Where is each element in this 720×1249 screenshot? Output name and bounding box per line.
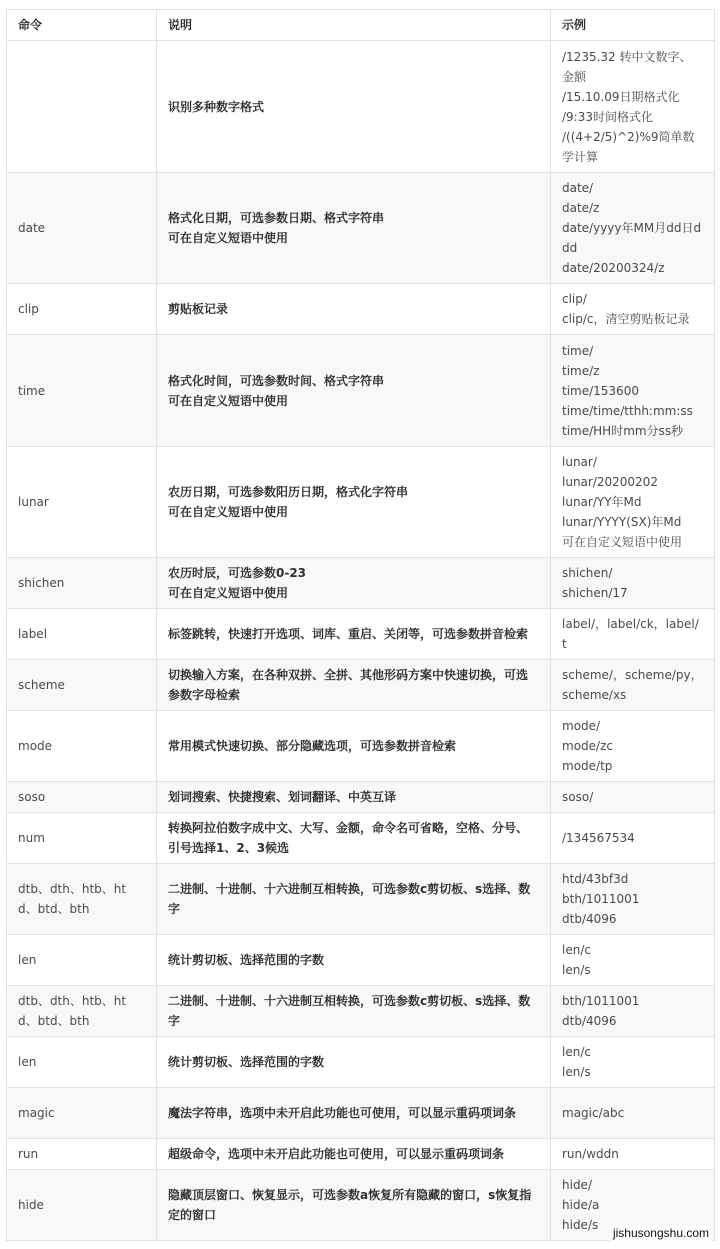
table-row (7, 1088, 715, 1139)
example-line: lunar/YYYY(SX)年Md (562, 515, 682, 529)
example-line: magic/abc (562, 1106, 625, 1120)
header-row (7, 10, 715, 41)
example-line: mode/tp (562, 759, 613, 773)
description-cell (157, 1170, 551, 1241)
example-line: bth/1011001 (562, 892, 640, 906)
description-line: 农历日期，可选参数阳历日期，格式化字符串 (168, 485, 409, 499)
command-line: date (18, 221, 46, 235)
example-cell (551, 864, 715, 935)
example-cell (551, 986, 715, 1037)
example-cell (551, 660, 715, 711)
example-line: /1235.32 转中文数字、金额 (562, 49, 692, 84)
example-line: label/，label/ck，label/t (562, 617, 699, 651)
description-cell (157, 782, 551, 813)
description-cell (157, 41, 551, 173)
description-line: 农历时辰，可选参数0-23 (168, 566, 307, 580)
command-cell (7, 782, 157, 813)
command-line: soso (18, 790, 46, 804)
table-row (7, 935, 715, 986)
example-line: time/z (562, 363, 600, 378)
table-row (7, 609, 715, 660)
description-cell (157, 335, 551, 447)
command-line: dtb、dth、htb、htd、btd、bth (18, 994, 127, 1028)
command-line: hide (18, 1198, 44, 1212)
example-line: lunar/YY年Md (562, 495, 642, 509)
page (6, 9, 714, 1241)
description-line: 二进制、十进制、十六进制互相转换，可选参数c剪切板、s选择、数字 (168, 882, 531, 916)
command-cell (7, 864, 157, 935)
description-line: 超级命令，选项中未开启此功能也可使用，可以显示重码项词条 (168, 1147, 505, 1161)
command-line: len (18, 1055, 37, 1069)
command-line: run (18, 1147, 39, 1161)
description-line: 隐藏顶层窗口、恢复显示，可选参数a恢复所有隐藏的窗口，s恢复指定的窗口 (168, 1188, 532, 1222)
description-line: 剪贴板记录 (168, 302, 229, 316)
example-line: len/s (562, 1065, 591, 1079)
example-line: date/ (562, 181, 594, 195)
example-cell (551, 609, 715, 660)
description-cell (157, 173, 551, 284)
description-cell (157, 1088, 551, 1139)
description-line: 识别多种数字格式 (168, 99, 265, 114)
header-example: 示例 (551, 10, 715, 41)
example-line: /9:33时间格式化 (562, 109, 653, 124)
description-cell (157, 609, 551, 660)
example-cell (551, 782, 715, 813)
command-cell (7, 660, 157, 711)
command-cell (7, 335, 157, 447)
command-line: scheme (18, 678, 65, 692)
command-cell (7, 1088, 157, 1139)
command-cell (7, 986, 157, 1037)
command-cell (7, 173, 157, 284)
header-command: 命令 (7, 10, 157, 41)
example-line: len/c (562, 1045, 591, 1059)
watermark: jishusongshu.com (610, 1225, 712, 1241)
table-body (7, 41, 715, 1241)
command-line: dtb、dth、htb、htd、btd、bth (18, 882, 127, 916)
command-line: lunar (18, 495, 49, 509)
table-row (7, 41, 715, 173)
table-row (7, 447, 715, 558)
description-cell (157, 813, 551, 864)
example-line: date/yyyy年MM月dd日ddd (562, 221, 702, 255)
description-line: 可在自定义短语中使用 (168, 231, 289, 245)
example-cell (551, 284, 715, 335)
table-row (7, 1170, 715, 1241)
example-line: /((4+2/5)^2)%9简单数学计算 (562, 129, 695, 164)
example-line: clip/ (562, 292, 587, 306)
description-line: 转换阿拉伯数字成中文、大写、金额，命令名可省略，空格、分号、引号选择1、2、3候选 (168, 821, 529, 855)
command-cell (7, 609, 157, 660)
example-cell (551, 935, 715, 986)
description-cell (157, 447, 551, 558)
table-row (7, 864, 715, 935)
example-cell (551, 1088, 715, 1139)
description-cell (157, 1139, 551, 1170)
description-line: 格式化时间，可选参数时间、格式字符串 (168, 373, 385, 388)
example-line: scheme/，scheme/py，scheme/xs (562, 668, 703, 702)
command-cell (7, 813, 157, 864)
description-line: 魔法字符串，选项中未开启此功能也可使用，可以显示重码项词条 (168, 1106, 517, 1120)
example-cell (551, 1037, 715, 1088)
example-line: time/time/tthh:mm:ss (562, 403, 693, 418)
example-cell (551, 447, 715, 558)
command-line: len (18, 953, 37, 967)
table-row (7, 335, 715, 447)
example-line: clip/c，清空剪贴板记录 (562, 312, 690, 326)
example-line: time/ (562, 343, 594, 358)
description-cell (157, 660, 551, 711)
example-line: hide/ (562, 1178, 592, 1192)
header-description: 说明 (157, 10, 551, 41)
table-row (7, 284, 715, 335)
table-row (7, 813, 715, 864)
description-cell (157, 986, 551, 1037)
description-cell (157, 711, 551, 782)
command-cell (7, 447, 157, 558)
example-line: len/s (562, 963, 591, 977)
description-line: 可在自定义短语中使用 (168, 586, 289, 600)
example-line: 可在自定义短语中使用 (562, 535, 683, 549)
example-line: lunar/20200202 (562, 475, 658, 489)
command-cell (7, 284, 157, 335)
example-line: lunar/ (562, 455, 597, 469)
example-line: dtb/4096 (562, 912, 617, 926)
description-line: 二进制、十进制、十六进制互相转换，可选参数c剪切板、s选择、数字 (168, 994, 531, 1028)
description-line: 统计剪切板、选择范围的字数 (168, 1055, 325, 1069)
example-line: bth/1011001 (562, 994, 640, 1008)
example-line: mode/zc (562, 739, 613, 753)
example-line: date/z (562, 201, 600, 215)
description-line: 格式化日期，可选参数日期、格式字符串 (168, 211, 385, 225)
description-cell (157, 864, 551, 935)
table-row (7, 782, 715, 813)
table-row (7, 173, 715, 284)
description-cell (157, 935, 551, 986)
example-cell (551, 711, 715, 782)
command-cell (7, 41, 157, 173)
example-line: shichen/17 (562, 586, 628, 600)
command-line: shichen (18, 576, 65, 590)
table-row (7, 1139, 715, 1170)
description-line: 标签跳转，快速打开选项、词库、重启、关闭等，可选参数拼音检索 (168, 627, 529, 641)
description-cell (157, 558, 551, 609)
description-line: 统计剪切板、选择范围的字数 (168, 953, 325, 967)
example-line: shichen/ (562, 566, 613, 580)
command-table (6, 9, 715, 1241)
command-cell (7, 935, 157, 986)
command-line: time (18, 383, 46, 398)
description-line: 常用模式快速切换、部分隐藏选项，可选参数拼音检索 (168, 739, 457, 753)
example-line: run/wddn (562, 1147, 619, 1161)
example-line: time/153600 (562, 383, 639, 398)
table-header (7, 10, 715, 41)
example-line: dtb/4096 (562, 1014, 617, 1028)
example-cell (551, 813, 715, 864)
command-cell (7, 1037, 157, 1088)
command-cell (7, 558, 157, 609)
command-line: num (18, 831, 45, 845)
example-line: date/20200324/z (562, 261, 665, 275)
example-line: /134567534 (562, 831, 635, 845)
command-line: mode (18, 739, 53, 753)
table-row (7, 660, 715, 711)
example-line: /15.10.09日期格式化 (562, 89, 680, 104)
example-line: len/c (562, 943, 591, 957)
description-cell (157, 1037, 551, 1088)
command-line: magic (18, 1106, 55, 1120)
description-line: 可在自定义短语中使用 (168, 393, 289, 408)
example-cell (551, 1139, 715, 1170)
command-cell (7, 1170, 157, 1241)
command-cell (7, 711, 157, 782)
command-line: label (18, 627, 48, 641)
description-cell (157, 284, 551, 335)
table-row (7, 558, 715, 609)
example-line: hide/a (562, 1198, 600, 1212)
example-line: hide/s (562, 1218, 599, 1232)
command-cell (7, 1139, 157, 1170)
example-line: htd/43bf3d (562, 872, 629, 886)
example-cell (551, 558, 715, 609)
description-line: 可在自定义短语中使用 (168, 505, 289, 519)
example-line: mode/ (562, 719, 601, 733)
command-line: clip (18, 302, 39, 316)
example-cell (551, 41, 715, 173)
table-row (7, 1037, 715, 1088)
example-cell (551, 173, 715, 284)
example-cell (551, 335, 715, 447)
table-row (7, 711, 715, 782)
description-line: 切换输入方案，在各种双拼、全拼、其他形码方案中快速切换，可选参数字母检索 (168, 668, 529, 702)
example-line: time/HH时mm分ss秒 (562, 423, 684, 438)
table-row (7, 986, 715, 1037)
example-line: soso/ (562, 790, 594, 804)
description-line: 划词搜索、快捷搜索、划词翻译、中英互译 (168, 790, 397, 804)
